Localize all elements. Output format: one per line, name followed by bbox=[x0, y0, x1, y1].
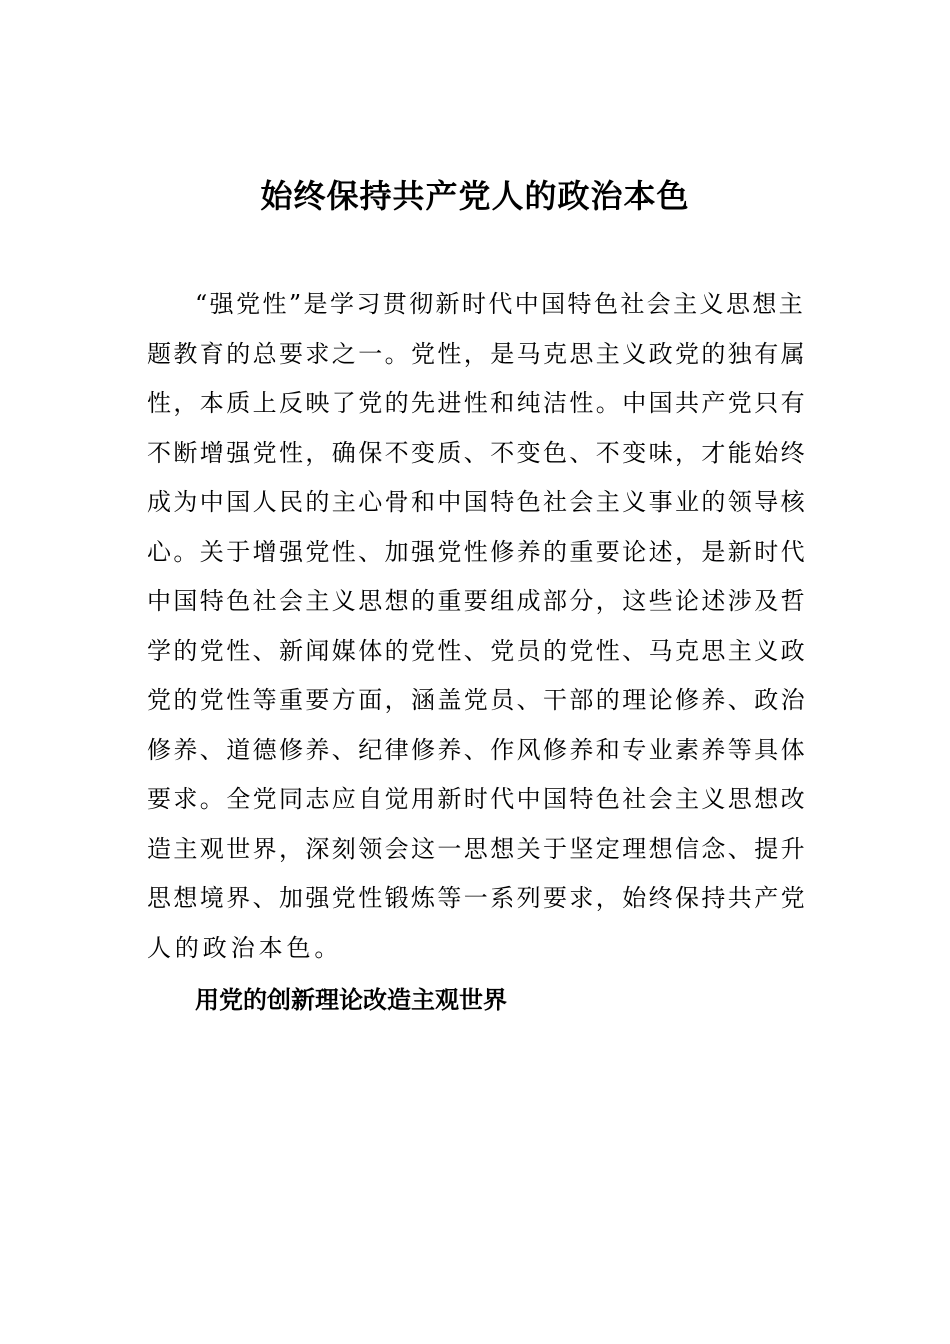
paragraph-line: 要求。全党同志应自觉用新时代中国特色社会主义思想改 bbox=[147, 785, 807, 813]
paragraph-line: 造主观世界，深刻领会这一思想关于坚定理想信念、提升 bbox=[147, 834, 807, 863]
paragraph-line: 成为中国人民的主心骨和中国特色社会主义事业的领导核 bbox=[147, 488, 807, 516]
paragraph-line: 不断增强党性，确保不变质、不变色、不变味，才能始终 bbox=[147, 438, 807, 467]
document-title: 始终保持共产党人的政治本色 bbox=[260, 177, 690, 215]
paragraph-line: “强党性”是学习贯彻新时代中国特色社会主义思想主 bbox=[195, 290, 806, 318]
paragraph-line: 学的党性、新闻媒体的党性、党员的党性、马克思主义政 bbox=[147, 636, 807, 665]
paragraph-line: 心。关于增强党性、加强党性修养的重要论述，是新时代 bbox=[147, 537, 807, 566]
paragraph-line: 中国特色社会主义思想的重要组成部分，这些论述涉及哲 bbox=[147, 587, 807, 615]
section-heading: 用党的创新理论改造主观世界 bbox=[195, 986, 507, 1014]
paragraph-line: 人的政治本色。 bbox=[147, 933, 343, 962]
paragraph-line: 性，本质上反映了党的先进性和纯洁性。中国共产党只有 bbox=[147, 389, 807, 417]
paragraph-line: 题教育的总要求之一。党性，是马克思主义政党的独有属 bbox=[147, 339, 807, 368]
paragraph-line: 修养、道德修养、纪律修养、作风修养和专业素养等具体 bbox=[147, 735, 807, 764]
paragraph-line: 党的党性等重要方面，涵盖党员、干部的理论修养、政治 bbox=[147, 686, 807, 714]
body-paragraph bbox=[147, 280, 807, 973]
paragraph-line: 思想境界、加强党性锻炼等一系列要求，始终保持共产党 bbox=[147, 884, 807, 912]
